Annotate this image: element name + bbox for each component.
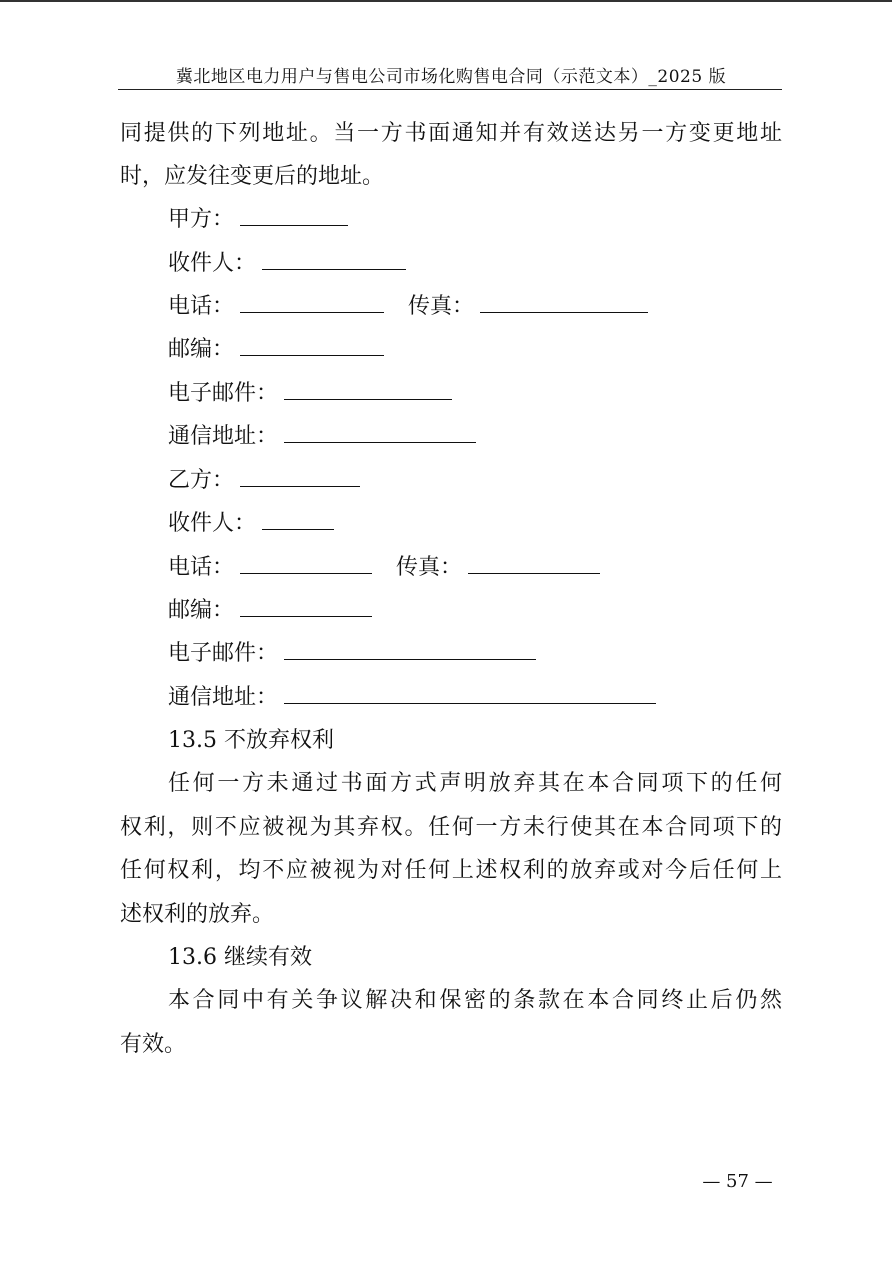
party-b-email-label: 电子邮件： [168, 641, 279, 666]
party-a-postcode-row [168, 330, 782, 370]
party-b-fax-blank[interactable] [468, 572, 600, 574]
party-b-fax-label: 传真： [396, 555, 463, 580]
party-b-recipient-blank[interactable] [262, 528, 334, 530]
party-b-label: 乙方： [168, 468, 235, 493]
party-a-phone-label: 电话： [168, 294, 235, 319]
section-13-6-line-1: 本合同中有关争议解决和保密的条款在本合同终止后仍然 [168, 988, 782, 1013]
header-rule [118, 89, 782, 90]
party-a-label: 甲方： [168, 207, 235, 232]
party-b-recipient-label: 收件人： [168, 511, 257, 536]
party-a-phone-fax-row [168, 287, 782, 327]
intro-line-2: 时，应发往变更后的地址。 [120, 164, 385, 189]
party-a-recipient-label: 收件人： [168, 251, 257, 276]
section-13-5-line-4: 述权利的放弃。 [120, 902, 275, 927]
party-a-recipient-blank[interactable] [262, 268, 406, 270]
party-b-postcode-blank[interactable] [240, 615, 372, 617]
party-a-address-blank[interactable] [284, 441, 476, 443]
party-a-address-label: 通信地址： [168, 424, 279, 449]
party-b-phone-blank[interactable] [240, 572, 372, 574]
party-a-blank[interactable] [240, 224, 348, 226]
party-a-recipient-row [168, 244, 782, 284]
party-b-recipient-row [168, 504, 782, 544]
party-b-blank[interactable] [240, 485, 360, 487]
party-b-row [168, 461, 782, 501]
party-b-phone-fax-row [168, 548, 782, 588]
party-a-postcode-blank[interactable] [240, 354, 384, 356]
section-13-5-line-2: 权利，则不应被视为其弃权。任何一方未行使其在本合同项下的 [120, 815, 782, 840]
page-top-edge [0, 0, 892, 2]
party-b-address-blank[interactable] [284, 702, 656, 704]
party-a-row [168, 200, 782, 240]
section-13-5-line-3: 任何权利，均不应被视为对任何上述权利的放弃或对今后任何上 [120, 858, 782, 883]
intro-line-1: 同提供的下列地址。当一方书面通知并有效送达另一方变更地址 [120, 121, 782, 146]
party-b-address-row [168, 678, 782, 718]
section-13-6-line-2: 有效。 [120, 1032, 187, 1057]
running-header: 冀北地区电力用户与售电公司市场化购售电合同（示范文本）_2025 版 [175, 67, 727, 87]
section-13-5-line-1: 任何一方未通过书面方式声明放弃其在本合同项下的任何 [168, 771, 782, 796]
party-a-email-row [168, 374, 782, 414]
party-b-phone-label: 电话： [168, 555, 235, 580]
party-a-postcode-label: 邮编： [168, 337, 235, 362]
party-a-fax-label: 传真： [408, 294, 475, 319]
page-number: — 57 — [702, 1171, 773, 1192]
section-13-5-heading: 13.5 不放弃权利 [168, 728, 334, 753]
party-a-email-label: 电子邮件： [168, 381, 279, 406]
party-a-fax-blank[interactable] [480, 311, 648, 313]
party-b-postcode-label: 邮编： [168, 598, 235, 623]
party-b-email-row [168, 634, 782, 674]
party-b-email-blank[interactable] [284, 658, 536, 660]
party-a-phone-blank[interactable] [240, 311, 384, 313]
party-b-postcode-row [168, 591, 782, 631]
party-a-address-row [168, 417, 782, 457]
party-a-email-blank[interactable] [284, 398, 452, 400]
section-13-6-heading: 13.6 继续有效 [168, 945, 312, 970]
party-b-address-label: 通信地址： [168, 685, 279, 710]
